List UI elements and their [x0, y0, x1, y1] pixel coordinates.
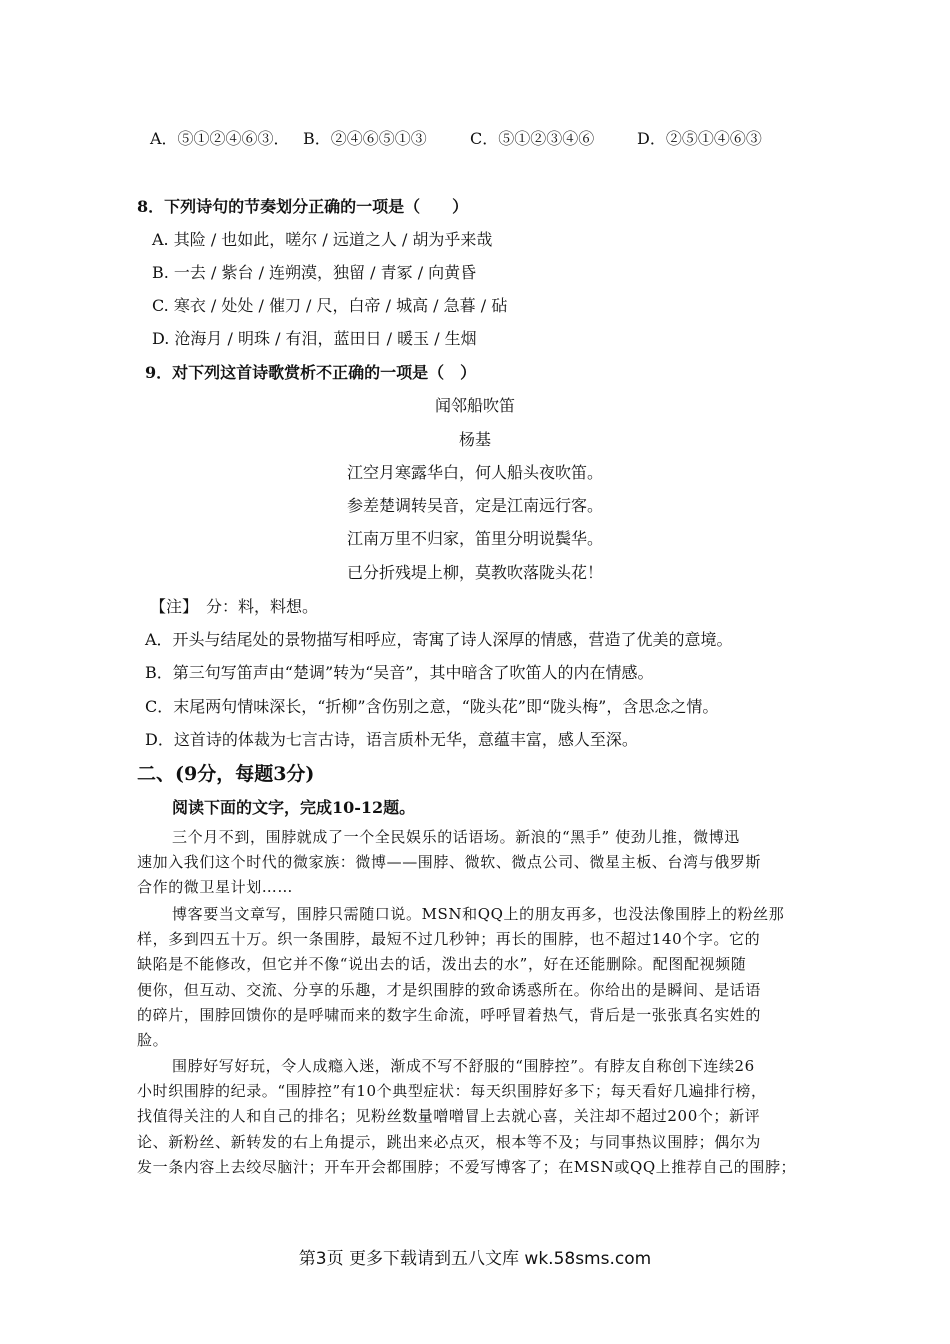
poem-author: 杨基 — [458, 430, 491, 449]
q9-option-c: C．末尾两句情味深长，“折柳”含伤别之意，“陇头花”即“陇头梅”，含思念之情。 — [145, 697, 719, 716]
poem-note: 【注】 分：料，料想。 — [150, 597, 319, 616]
passage-line: 的碎片，围脖回馈你的是呼啸而来的数字生命流，呼呼冒着热气，背后是一张张真名实姓的 — [137, 1005, 762, 1024]
passage-paragraph-2 — [137, 902, 784, 1053]
q8-option-d: D. 沧海月 / 明珠 / 有泪，蓝田日 / 暖玉 / 生烟 — [152, 329, 477, 348]
q9-stem: 9．对下列这首诗歌赏析不正确的一项是（ ） — [145, 363, 477, 382]
q8-option-a: A. 其险 / 也如此，嗟尔 / 远道之人 / 胡为乎来哉 — [152, 230, 493, 249]
passage-line: 小时织围脖的纪录。“围脖控”有10个典型症状：每天织围脖好多下；每天看好几遍排行榜， — [137, 1082, 767, 1101]
q9-option-b: B．第三句写笛声由“楚调”转为“吴音”，其中暗含了吹笛人的内在情感。 — [145, 663, 654, 682]
passage-line: 三个月不到，围脖就成了一个全民娱乐的话语场。新浪的“黑手” 使劲儿推，微博迅 — [172, 828, 740, 846]
q8-option-b: B. 一去 / 紫台 / 连朔漠，独留 / 青冢 / 向黄昏 — [152, 263, 477, 282]
q8-stem: 8．下列诗句的节奏划分正确的一项是（ ） — [137, 197, 469, 216]
q8-option-c: C. 寒衣 / 处处 / 催刀 / 尺，白帝 / 城高 / 急暮 / 砧 — [152, 296, 508, 315]
passage-paragraph-3 — [137, 1054, 796, 1180]
passage-line: 发一条内容上去绞尽脑汁；开车开会都围脖；不爱写博客了；在MSN或QQ上推荐自己的围脖； — [137, 1157, 797, 1176]
passage-line: 便你，但互动、交流、分享的乐趣，才是织围脖的致命诱惑所在。你给出的是瞬间、是话语 — [137, 980, 762, 999]
passage-line: 脸。 — [137, 1031, 169, 1050]
poem-title: 闻邻船吹笛 — [434, 396, 515, 415]
q9-option-d: D．这首诗的体裁为七言古诗，语言质朴无华，意蕴丰富，感人至深。 — [145, 730, 638, 749]
passage-line: 速加入我们这个时代的微家族：微博——围脖、微软、微点公司、微星主板、台湾与俄罗斯 — [137, 853, 762, 872]
poem-line: 已分折残堤上柳，莫教吹落陇头花！ — [346, 563, 603, 582]
passage-line: 找值得关注的人和自己的排名；见粉丝数量噌噌冒上去就心喜，关注却不超过200个；新评 — [137, 1107, 761, 1126]
page-footer: 第3页 更多下载请到五八文库 wk.58sms.com — [298, 1249, 652, 1269]
passage-line: 论、新粉丝、新转发的右上角提示，跳出来必点灭，根本等不及；与同事热议围脖；偶尔为 — [137, 1132, 762, 1151]
q7-option-b: B．②④⑥⑤①③ — [303, 129, 427, 148]
q9-option-a: A．开头与结尾处的景物描写相呼应，寄寓了诗人深厚的情感，营造了优美的意境。 — [145, 630, 733, 649]
passage-line: 缺陷是不能修改，但它并不像“说出去的话，泼出去的水”，好在还能删除。配图配视频随 — [137, 955, 747, 974]
q7-option-c: C．⑤①②③④⑥ — [470, 129, 595, 148]
q7-option-d: D．②⑤①④⑥③ — [637, 129, 762, 148]
poem-line: 江空月寒露华白，何人船头夜吹笛。 — [346, 463, 603, 482]
passage-line: 合作的微卫星计划…… — [137, 878, 294, 897]
q7-option-a: A．⑤①②④⑥③． — [150, 129, 290, 148]
passage-line: 样，多到四五十万。织一条围脖，最短不过几秒钟；再长的围脖，也不超过140个字。它的 — [137, 930, 761, 949]
reading-instruction: 阅读下面的文字，完成10-12题。 — [172, 798, 416, 817]
passage-paragraph-1 — [137, 825, 761, 901]
poem-line: 参差楚调转吴音，定是江南远行客。 — [346, 496, 603, 515]
poem-line: 江南万里不归家，笛里分明说鬓华。 — [346, 529, 603, 548]
passage-line: 围脖好写好玩，令人成瘾入迷，渐成不写不舒服的“围脖控”。有脖友自称创下连续26 — [172, 1057, 755, 1075]
passage-line: 博客要当文章写，围脖只需随口说。MSN和QQ上的朋友再多，也没法像围脖上的粉丝那 — [172, 905, 785, 923]
section-heading: 二、(9分，每题3分) — [137, 763, 315, 785]
